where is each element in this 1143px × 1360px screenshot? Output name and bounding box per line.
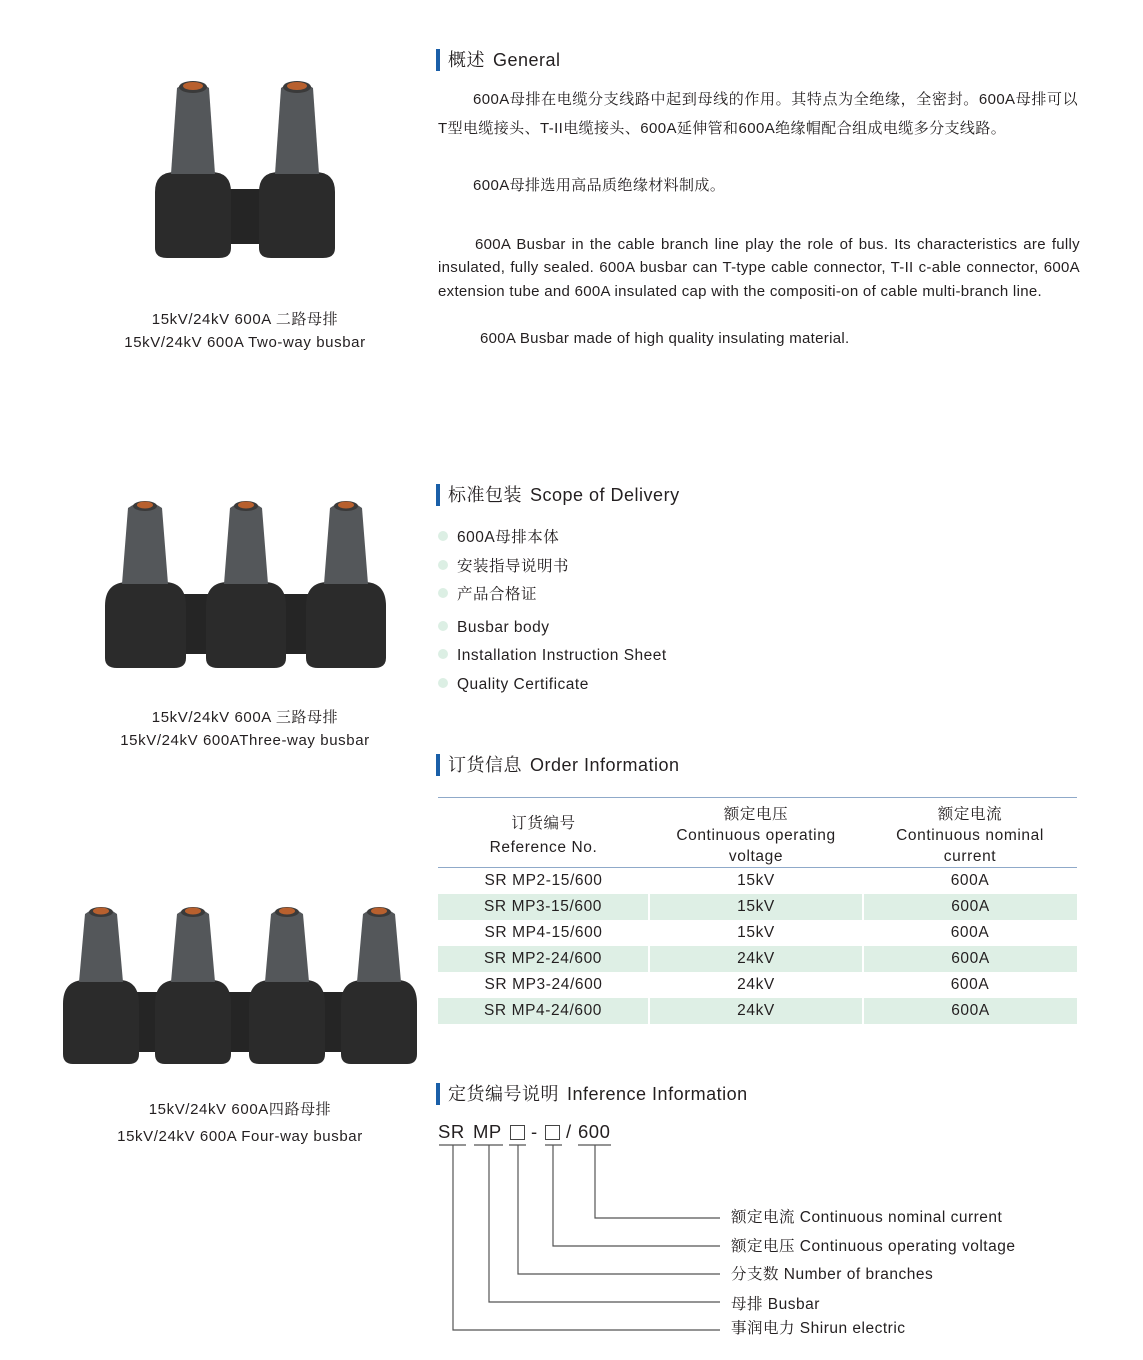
- delivery-title-en: Scope of Delivery: [530, 485, 680, 505]
- product-three-way-name-cn: 15kV/24kV 600A 三路母排: [151, 709, 339, 726]
- inference-title-cn: 定货编号说明: [448, 1084, 559, 1104]
- delivery-item-label: 安装指导说明书: [457, 557, 570, 575]
- code-rating: 600: [578, 1121, 611, 1142]
- delivery-item-label: 600A母排本体: [457, 529, 560, 546]
- header-reference: 订货编号 Reference No.: [438, 798, 649, 868]
- order-title-cn: 订货信息: [448, 755, 522, 775]
- table-row: SR MP2-15/600 15kV 600A: [484, 872, 990, 889]
- inference-title-en: Inference Information: [567, 1084, 748, 1104]
- delivery-item-label: Busbar body: [457, 618, 550, 636]
- product-two-way-name-en: 15kV/24kV 600A Two-way busbar: [124, 334, 366, 351]
- general-para-en-2: 600A Busbar made of high quality insulating material.: [480, 330, 850, 347]
- table-row: SR MP3-15/600 15kV 600A: [438, 894, 1077, 920]
- legend-operating-voltage: 额定电压 Continuous operating voltage: [731, 1238, 1016, 1255]
- legend-busbar: 母排 Busbar: [731, 1296, 820, 1313]
- general-title-cn: 概述: [448, 50, 485, 70]
- code-dash: -: [531, 1121, 538, 1142]
- order-title-en: Order Information: [530, 755, 680, 775]
- delivery-item-label: Quality Certificate: [457, 675, 589, 693]
- legend-nominal-current: 额定电流 Continuous nominal current: [731, 1209, 1003, 1226]
- table-row: SR MP3-24/600 24kV 600A: [484, 976, 990, 993]
- product-four-way-name-cn: 15kV/24kV 600A四路母排: [148, 1101, 332, 1118]
- delivery-item-label: 产品合格证: [457, 586, 538, 604]
- general-para-en-1: 600A Busbar in the cable branch line play the role of bus. Its characteristics are fully insulated, fully sealed. 600A busbar can T-type cable connector, T-II c-able connector, 600A extension tube and 600A insulated cap with the compositi-on of cable multi-branch line.: [438, 236, 1080, 300]
- code-slash: /: [566, 1121, 572, 1142]
- header-current: 额定电流 Continuous nominal current: [863, 798, 1077, 868]
- product-two-way-name-cn: 15kV/24kV 600A 二路母排: [151, 311, 339, 328]
- general-para-cn-1: 600A母排在电缆分支线路中起到母线的作用。其特点为全绝缘，全密封。600A母排可以T型电缆接头、T-II电缆接头、600A延伸管和600A绝缘帽配合组成电缆多分支线路。: [438, 91, 1078, 137]
- general-para-cn-2: 600A母排选用高品质绝缘材料制成。: [473, 177, 726, 194]
- delivery-item-label: Installation Instruction Sheet: [457, 647, 667, 665]
- product-four-way-name-en: 15kV/24kV 600A Four-way busbar: [117, 1128, 363, 1145]
- delivery-title-cn: 标准包装: [448, 485, 522, 505]
- code-sr: SR: [438, 1121, 465, 1142]
- product-three-way-name-en: 15kV/24kV 600AThree-way busbar: [120, 732, 370, 749]
- header-voltage: 额定电压 Continuous operating voltage: [649, 798, 863, 868]
- table-row: SR MP4-24/600 24kV 600A: [438, 998, 1077, 1024]
- general-title-en: General: [493, 50, 561, 70]
- table-row: SR MP4-15/600 15kV 600A: [484, 924, 990, 941]
- code-mp: MP: [473, 1121, 502, 1142]
- table-row: SR MP2-24/600 24kV 600A: [438, 946, 1077, 972]
- legend-shirun-electric: 事润电力 Shirun electric: [731, 1320, 906, 1337]
- legend-number-of-branches: 分支数 Number of branches: [731, 1266, 934, 1283]
